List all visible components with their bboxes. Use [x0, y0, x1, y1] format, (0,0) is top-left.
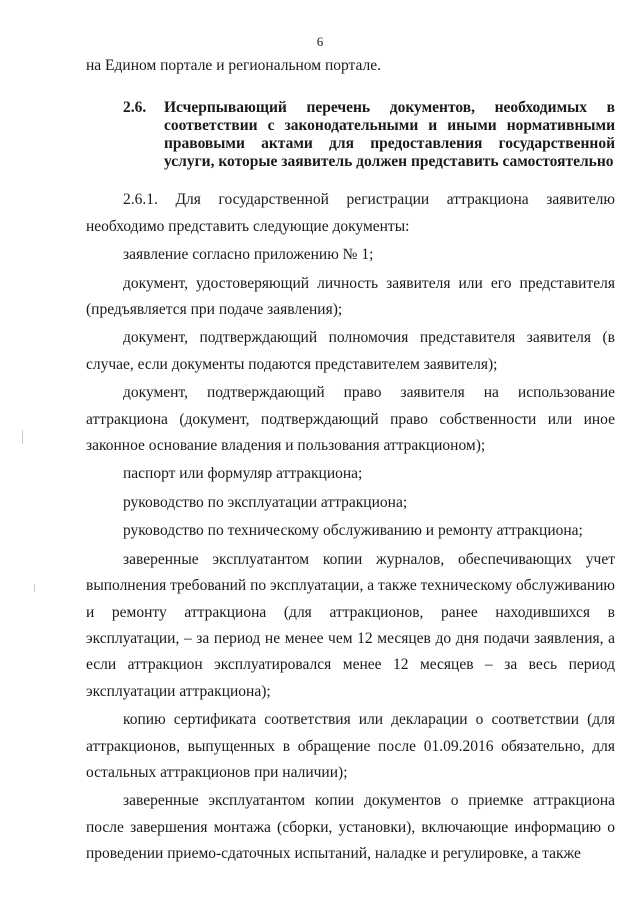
- list-item-certificate-copy: копию сертификата соответствия или декларации о соответствии (для аттракционов, выпущенных в обращение после 01.09.2016 обязательно, для остальных аттракционов при наличии);: [86, 711, 615, 781]
- list-item-identity-document: документ, удостоверяющий личность заявителя или его представителя (предъявляется при подаче заявления);: [86, 274, 615, 319]
- list-item-right-of-use-document: документ, подтверждающий право заявителя на использование аттракциона (документ, подтверждающий право собственности или иное законное основание владения и пользования аттракционом);: [86, 384, 615, 455]
- document-body: [86, 53, 615, 868]
- scan-artifact-mark: [22, 430, 23, 444]
- page-number: 6: [316, 34, 324, 49]
- list-item-operation-manual: руководство по эксплуатации аттракциона;: [123, 493, 408, 511]
- list-item-maintenance-manual: руководство по техническому обслуживанию и ремонту аттракциона;: [123, 522, 583, 540]
- list-item-application: заявление согласно приложению № 1;: [123, 246, 374, 264]
- section-heading: [86, 99, 615, 171]
- scan-artifact-mark: [34, 584, 35, 592]
- section-number: 2.6.: [123, 99, 147, 117]
- paragraph-2-6-1: 2.6.1. Для государственной регистрации аттракциона заявителю необходимо представить следующие документы:: [86, 191, 615, 235]
- list-item-acceptance-documents: заверенные эксплуатантом копии документов о приемке аттракциона после завершения монтажа (сборки, установки), включающие информацию о проведении приемо-сдаточных испытаний, наладке и регулировке, а также: [86, 792, 615, 863]
- section-title: Исчерпывающий перечень документов, необходимых в соответствии с законодательными и иными нормативными правовыми актами для предоставления государственной услуги, которые заявитель должен представить самостоятельно: [164, 99, 615, 171]
- list-item-journal-copies: заверенные эксплуатантом копии журналов, обеспечивающих учет выполнения требований по эксплуатации, а также техническому обслуживанию и ремонту аттракциона (для аттракционов, ранее находившихся в эксплуатации, – за период не менее чем 12 месяцев до дня подачи заявления, а если аттракцион эксплуатировался менее 12 месяцев – за весь период эксплуатации аттракциона);: [86, 550, 615, 700]
- intro-line: на Едином портале и региональном портале.: [86, 57, 381, 74]
- list-item-passport: паспорт или формуляр аттракциона;: [123, 465, 363, 483]
- list-item-authority-document: документ, подтверждающий полномочия представителя заявителя (в случае, если документы подаются представителем заявителя);: [86, 329, 615, 373]
